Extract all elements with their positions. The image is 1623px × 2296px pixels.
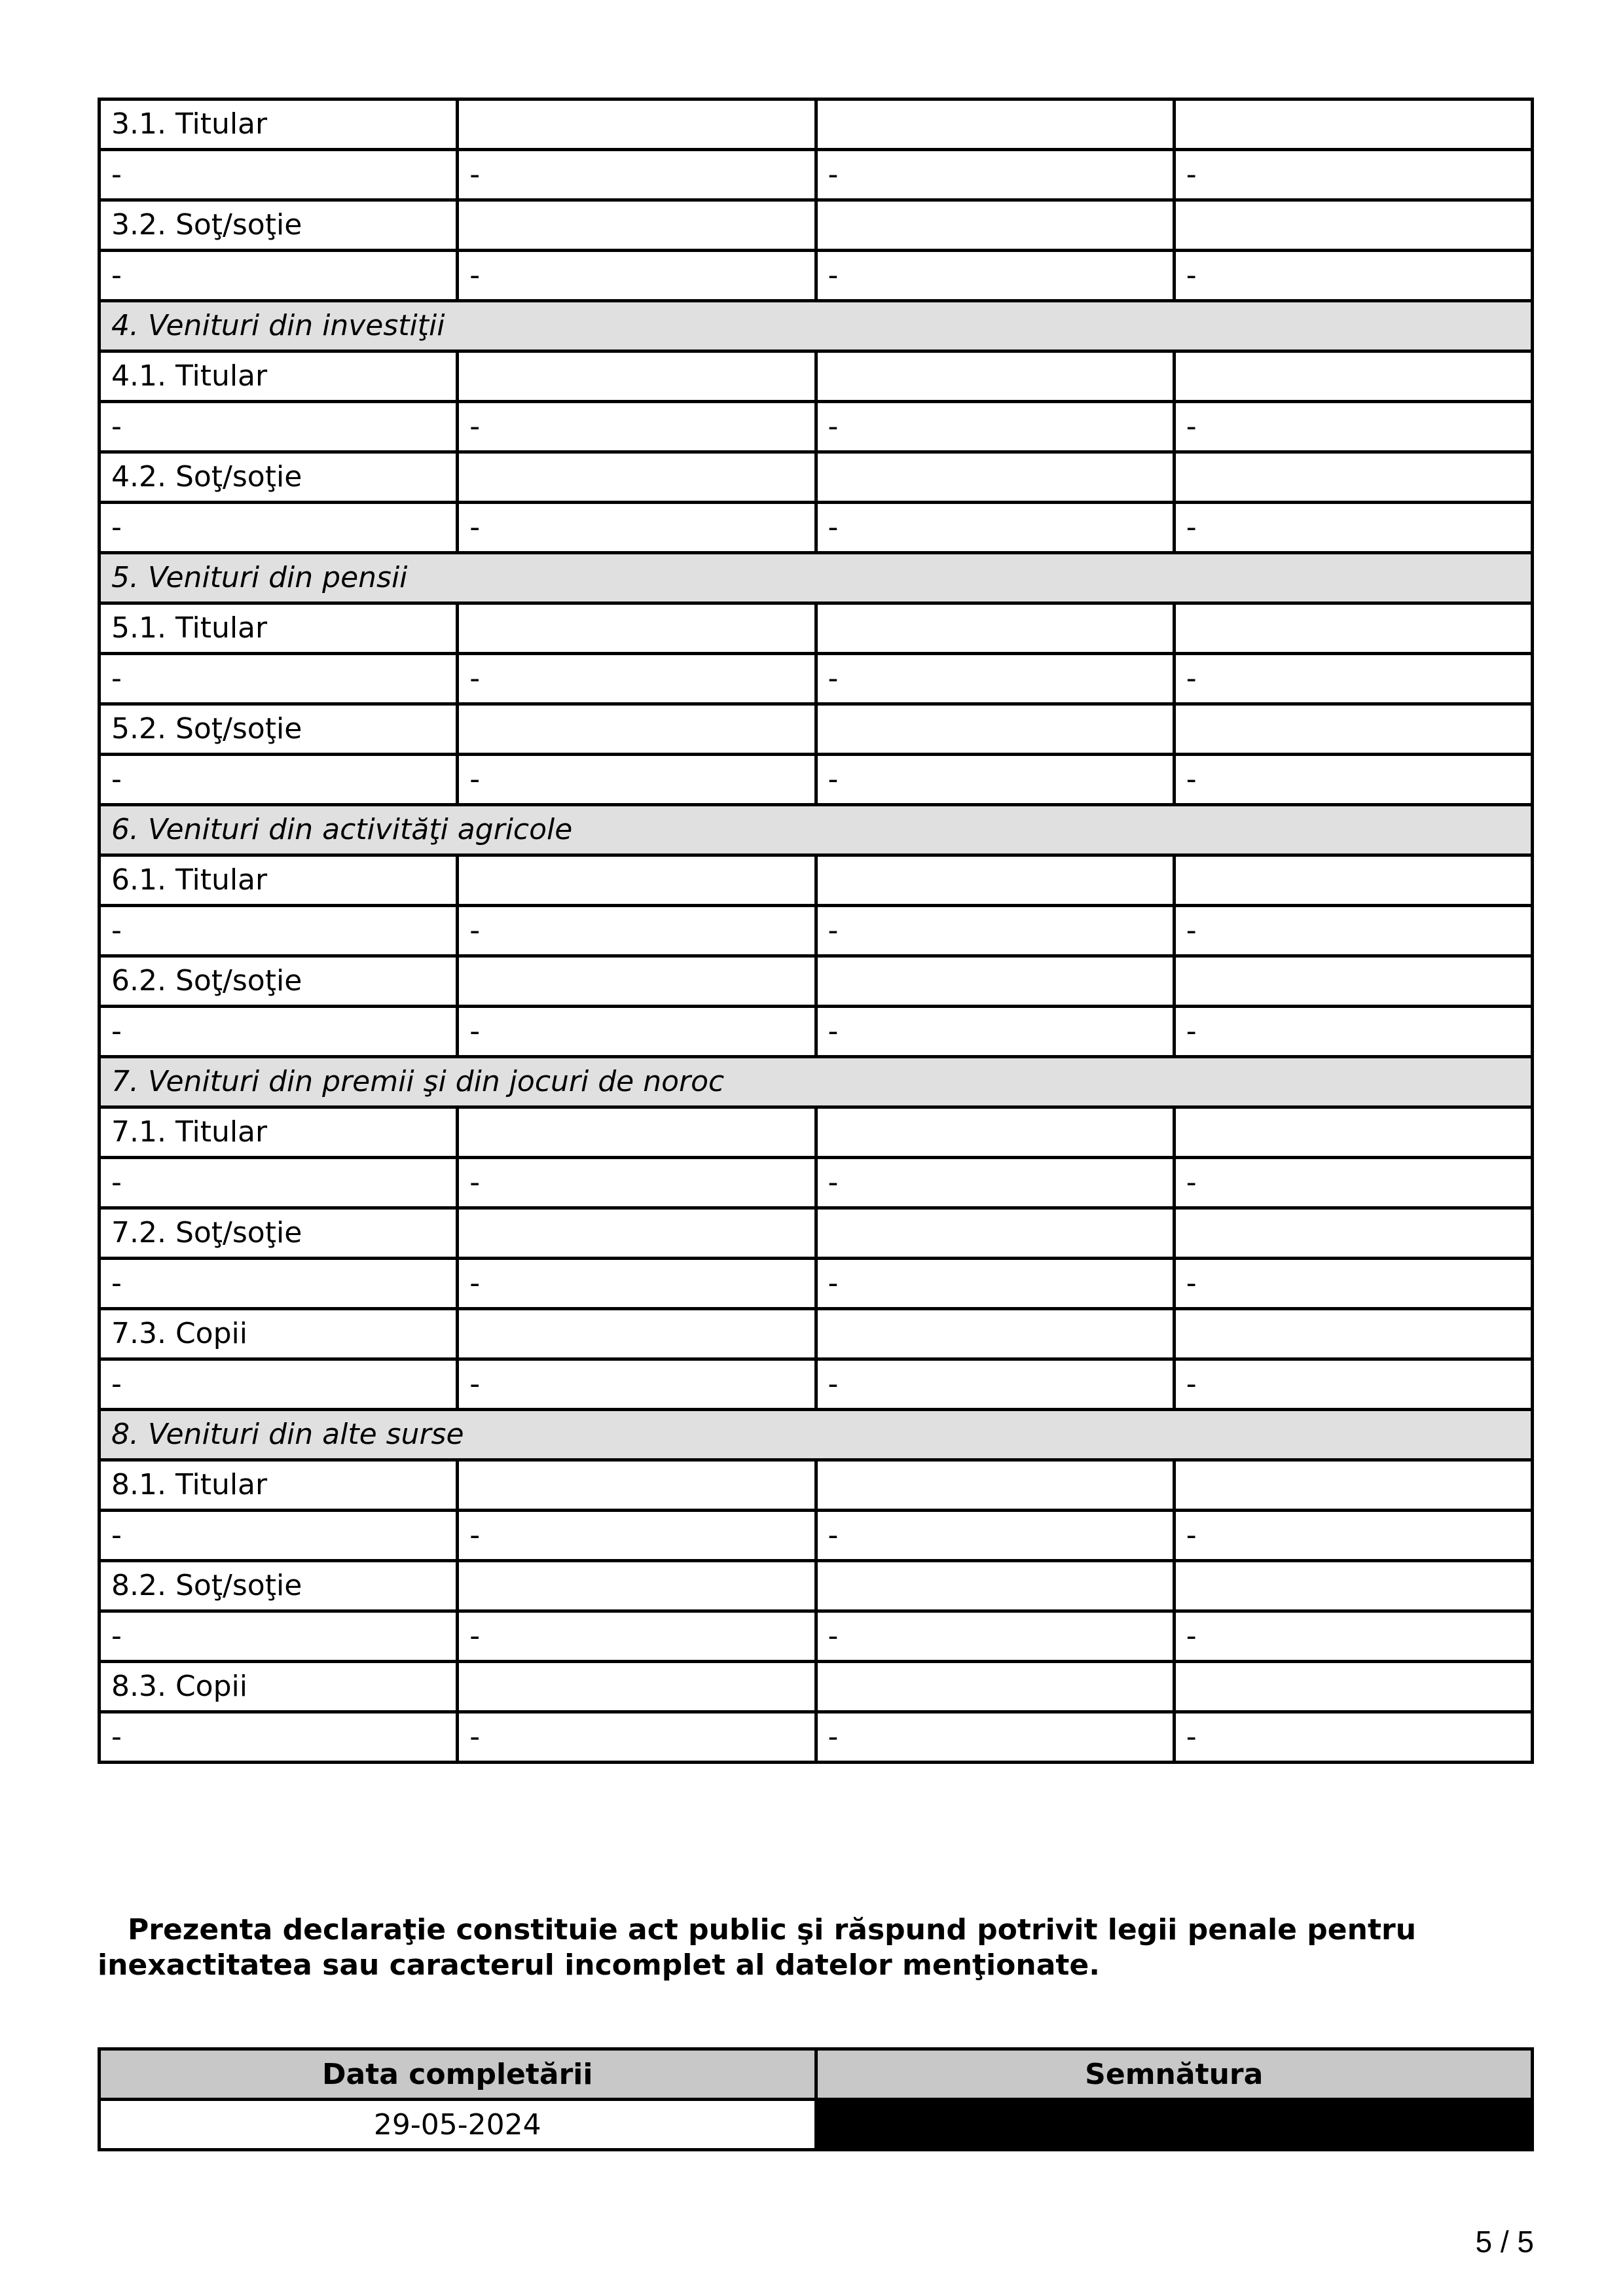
empty-cell bbox=[1174, 855, 1532, 906]
page-number: 5 / 5 bbox=[1475, 2225, 1534, 2259]
empty-cell bbox=[458, 1107, 816, 1158]
empty-cell bbox=[816, 1309, 1174, 1359]
item-row bbox=[100, 1208, 1533, 1259]
item-label: 7.1. Titular bbox=[100, 1107, 458, 1158]
empty-cell bbox=[816, 1460, 1174, 1511]
section-header-row bbox=[100, 1410, 1533, 1460]
value-cell: - bbox=[458, 402, 816, 452]
empty-cell bbox=[458, 704, 816, 755]
value-cell: - bbox=[816, 251, 1174, 301]
item-row bbox=[100, 1107, 1533, 1158]
empty-cell bbox=[458, 452, 816, 503]
value-cell: - bbox=[458, 1007, 816, 1057]
value-cell: - bbox=[458, 1158, 816, 1208]
empty-cell bbox=[1174, 1107, 1532, 1158]
section-title: 5. Venituri din pensii bbox=[100, 553, 1533, 603]
income-table-body bbox=[100, 99, 1533, 1763]
empty-cell bbox=[816, 1208, 1174, 1259]
section-header-row bbox=[100, 1057, 1533, 1107]
empty-cell bbox=[816, 1662, 1174, 1712]
empty-cell bbox=[816, 1561, 1174, 1611]
empty-cell bbox=[458, 855, 816, 906]
value-row bbox=[100, 1007, 1533, 1057]
value-cell: - bbox=[458, 1359, 816, 1410]
empty-cell bbox=[816, 855, 1174, 906]
value-cell: - bbox=[100, 1611, 458, 1662]
value-cell: - bbox=[1174, 1611, 1532, 1662]
empty-cell bbox=[816, 1107, 1174, 1158]
value-row bbox=[100, 1611, 1533, 1662]
income-table bbox=[98, 98, 1534, 1764]
value-row bbox=[100, 755, 1533, 805]
value-cell: - bbox=[100, 1158, 458, 1208]
item-row bbox=[100, 200, 1533, 251]
empty-cell bbox=[458, 200, 816, 251]
item-label: 7.3. Copii bbox=[100, 1309, 458, 1359]
empty-cell bbox=[1174, 1208, 1532, 1259]
value-cell: - bbox=[816, 654, 1174, 704]
value-cell: - bbox=[458, 251, 816, 301]
empty-cell bbox=[816, 200, 1174, 251]
signature-value-row bbox=[100, 2100, 1533, 2150]
value-cell: - bbox=[1174, 1007, 1532, 1057]
signature-header-row bbox=[100, 2049, 1533, 2100]
signature-header: Semnătura bbox=[816, 2049, 1533, 2100]
value-cell: - bbox=[1174, 1158, 1532, 1208]
item-label: 3.1. Titular bbox=[100, 99, 458, 150]
item-row bbox=[100, 1662, 1533, 1712]
value-cell: - bbox=[458, 755, 816, 805]
value-cell: - bbox=[100, 755, 458, 805]
value-cell: - bbox=[100, 1359, 458, 1410]
signature-table bbox=[98, 2047, 1534, 2151]
empty-cell bbox=[816, 452, 1174, 503]
value-cell: - bbox=[1174, 251, 1532, 301]
value-cell: - bbox=[100, 150, 458, 200]
value-row bbox=[100, 402, 1533, 452]
section-header-row bbox=[100, 805, 1533, 855]
value-cell: - bbox=[458, 150, 816, 200]
empty-cell bbox=[1174, 99, 1532, 150]
value-cell: - bbox=[100, 503, 458, 553]
value-cell: - bbox=[458, 906, 816, 956]
value-cell: - bbox=[100, 402, 458, 452]
value-row bbox=[100, 1712, 1533, 1763]
item-row bbox=[100, 1309, 1533, 1359]
value-cell: - bbox=[458, 1712, 816, 1763]
item-label: 8.2. Soţ/soţie bbox=[100, 1561, 458, 1611]
empty-cell bbox=[458, 603, 816, 654]
value-cell: - bbox=[1174, 755, 1532, 805]
section-title: 7. Venituri din premii şi din jocuri de noroc bbox=[100, 1057, 1533, 1107]
empty-cell bbox=[458, 1208, 816, 1259]
item-label: 3.2. Soţ/soţie bbox=[100, 200, 458, 251]
value-cell: - bbox=[816, 150, 1174, 200]
empty-cell bbox=[458, 1309, 816, 1359]
empty-cell bbox=[816, 351, 1174, 402]
item-row bbox=[100, 1561, 1533, 1611]
item-label: 7.2. Soţ/soţie bbox=[100, 1208, 458, 1259]
item-row bbox=[100, 351, 1533, 402]
empty-cell bbox=[1174, 452, 1532, 503]
item-row bbox=[100, 1460, 1533, 1511]
value-cell: - bbox=[100, 1007, 458, 1057]
item-row bbox=[100, 452, 1533, 503]
empty-cell bbox=[816, 603, 1174, 654]
value-cell: - bbox=[816, 906, 1174, 956]
empty-cell bbox=[1174, 351, 1532, 402]
value-cell: - bbox=[1174, 503, 1532, 553]
item-row bbox=[100, 603, 1533, 654]
empty-cell bbox=[458, 351, 816, 402]
value-row bbox=[100, 503, 1533, 553]
empty-cell bbox=[1174, 1460, 1532, 1511]
value-cell: - bbox=[1174, 654, 1532, 704]
item-label: 4.1. Titular bbox=[100, 351, 458, 402]
value-cell: - bbox=[816, 1359, 1174, 1410]
value-row bbox=[100, 1511, 1533, 1561]
value-cell: - bbox=[816, 755, 1174, 805]
value-cell: - bbox=[458, 654, 816, 704]
value-cell: - bbox=[100, 251, 458, 301]
value-cell: - bbox=[458, 1259, 816, 1309]
empty-cell bbox=[1174, 1561, 1532, 1611]
value-cell: - bbox=[816, 1611, 1174, 1662]
value-cell: - bbox=[1174, 1511, 1532, 1561]
value-cell: - bbox=[816, 1259, 1174, 1309]
item-label: 6.2. Soţ/soţie bbox=[100, 956, 458, 1007]
item-label: 8.1. Titular bbox=[100, 1460, 458, 1511]
value-cell: - bbox=[816, 1511, 1174, 1561]
empty-cell bbox=[1174, 956, 1532, 1007]
item-row bbox=[100, 99, 1533, 150]
value-row bbox=[100, 1158, 1533, 1208]
value-cell: - bbox=[1174, 1712, 1532, 1763]
value-row bbox=[100, 1259, 1533, 1309]
value-cell: - bbox=[1174, 1259, 1532, 1309]
empty-cell bbox=[816, 704, 1174, 755]
empty-cell bbox=[458, 1662, 816, 1712]
section-title: 6. Venituri din activităţi agricole bbox=[100, 805, 1533, 855]
empty-cell bbox=[458, 1561, 816, 1611]
section-title: 8. Venituri din alte surse bbox=[100, 1410, 1533, 1460]
value-cell: - bbox=[100, 1259, 458, 1309]
value-row bbox=[100, 906, 1533, 956]
redacted-signature bbox=[816, 2100, 1533, 2150]
value-cell: - bbox=[100, 1712, 458, 1763]
completion-date: 29-05-2024 bbox=[100, 2100, 816, 2150]
item-label: 8.3. Copii bbox=[100, 1662, 458, 1712]
empty-cell bbox=[458, 1460, 816, 1511]
empty-cell bbox=[1174, 603, 1532, 654]
item-row bbox=[100, 956, 1533, 1007]
empty-cell bbox=[816, 99, 1174, 150]
value-cell: - bbox=[816, 503, 1174, 553]
empty-cell bbox=[1174, 1662, 1532, 1712]
item-label: 5.1. Titular bbox=[100, 603, 458, 654]
section-header-row bbox=[100, 553, 1533, 603]
empty-cell bbox=[1174, 200, 1532, 251]
empty-cell bbox=[458, 956, 816, 1007]
section-title: 4. Venituri din investiţii bbox=[100, 301, 1533, 351]
value-cell: - bbox=[100, 1511, 458, 1561]
value-cell: - bbox=[458, 1611, 816, 1662]
item-label: 5.2. Soţ/soţie bbox=[100, 704, 458, 755]
empty-cell bbox=[816, 956, 1174, 1007]
item-row bbox=[100, 855, 1533, 906]
value-row bbox=[100, 251, 1533, 301]
item-label: 6.1. Titular bbox=[100, 855, 458, 906]
value-cell: - bbox=[100, 906, 458, 956]
value-cell: - bbox=[458, 503, 816, 553]
section-header-row bbox=[100, 301, 1533, 351]
item-row bbox=[100, 704, 1533, 755]
value-cell: - bbox=[1174, 150, 1532, 200]
value-cell: - bbox=[1174, 906, 1532, 956]
value-cell: - bbox=[816, 1007, 1174, 1057]
value-cell: - bbox=[1174, 1359, 1532, 1410]
empty-cell bbox=[1174, 704, 1532, 755]
value-cell: - bbox=[458, 1511, 816, 1561]
value-cell: - bbox=[100, 654, 458, 704]
value-cell: - bbox=[1174, 402, 1532, 452]
declaration-statement: Prezenta declaraţie constituie act public şi răspund potrivit legii penale pentru inexactitatea sau caracterul incomplet al datelor menţionate. bbox=[98, 1913, 1417, 1982]
value-cell: - bbox=[816, 1712, 1174, 1763]
value-row bbox=[100, 150, 1533, 200]
value-row bbox=[100, 1359, 1533, 1410]
date-header: Data completării bbox=[100, 2049, 816, 2100]
value-row bbox=[100, 654, 1533, 704]
empty-cell bbox=[1174, 1309, 1532, 1359]
value-cell: - bbox=[816, 1158, 1174, 1208]
empty-cell bbox=[458, 99, 816, 150]
item-label: 4.2. Soţ/soţie bbox=[100, 452, 458, 503]
value-cell: - bbox=[816, 402, 1174, 452]
